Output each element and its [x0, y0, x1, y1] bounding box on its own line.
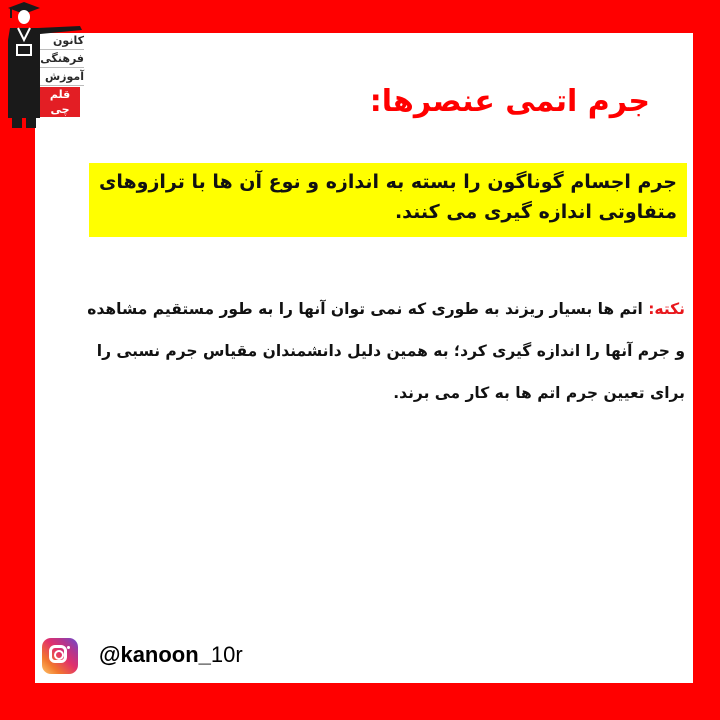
instagram-icon[interactable]: [42, 638, 78, 674]
kanoon-logo: [0, 0, 128, 128]
instagram-ring: [49, 645, 67, 663]
instagram-handle[interactable]: [99, 642, 243, 668]
definition-line: جرم اجسام گوناگون را بسته به اندازه و نوع آن ها با ترازوهای: [98, 171, 677, 193]
note-paragraph: [80, 288, 685, 414]
highlighted-definition: [89, 163, 687, 237]
logo-word: کانون: [40, 32, 84, 50]
definition-line: متفاوتی اندازه گیری می کنند.: [394, 201, 677, 223]
logo-text: [40, 32, 84, 117]
logo-word: فرهنگی: [40, 50, 84, 68]
note-label: نکته:: [648, 300, 685, 318]
logo-word: آموزش: [40, 68, 84, 86]
logo-word-highlight: قلم چی: [40, 87, 80, 117]
note-text: اتم ها بسیار ریزند به طوری که نمی توان آنها را به طور مستقیم مشاهده و جرم آنها را اندازه گیری کرد؛ به همین دلیل دانشمندان مقیاس جرم نسبی را برای تعیین جرم اتم ها به کار می برند.: [87, 300, 685, 402]
handle-prefix: @kanoon_: [99, 642, 211, 667]
page-title: جرم اتمی عنصرها:: [369, 84, 650, 119]
handle-suffix: 10r: [210, 642, 243, 667]
instagram-dot: [67, 646, 70, 649]
